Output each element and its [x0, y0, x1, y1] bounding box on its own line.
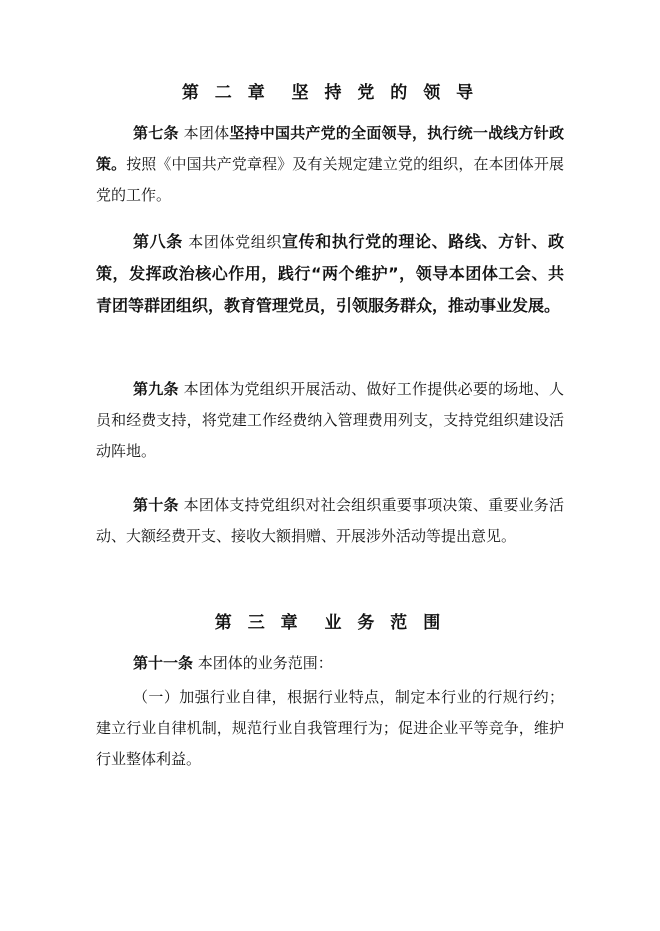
chapter-3-heading: 第 三 章 业 务 范 围 — [214, 613, 446, 633]
article-8 — [96, 226, 564, 322]
article-7-label: 第七条 — [133, 124, 179, 142]
article-8-label: 第八条 — [133, 232, 183, 251]
article-8-emphasis: 宣传和执行党的理论、路线、方针、政策，发挥政治核心作用，践行“两个维护”，领导本团体工会、共青团等群团组织，教育管理党员，引领服务群众，推动事业发展。 — [96, 232, 564, 315]
article-11-text: 本团体的业务范围： — [193, 654, 333, 672]
article-8-lead: 本团体党组织 — [182, 233, 283, 251]
article-10-text: 本团体支持党组织对社会组织重要事项决策、重要业务活动、大额经费开支、接收大额捐赠、开展涉外活动等提出意见。 — [96, 496, 564, 545]
article-7 — [96, 118, 564, 211]
article-10 — [96, 490, 564, 552]
article-9-text: 本团体为党组织开展活动、做好工作提供必要的场地、人员和经费支持，将党建工作经费纳入管理费用列支，支持党组织建设活动阵地。 — [96, 380, 564, 460]
article-11-label: 第十一条 — [133, 654, 194, 672]
article-9 — [96, 374, 564, 467]
article-11-item-1-text: （一）加强行业自律，根据行业特点，制定本行业的行规行约；建立行业自律机制，规范行业自我管理行为；促进企业平等竞争，维护行业整体利益。 — [96, 688, 564, 768]
article-11-item-1 — [96, 682, 564, 775]
article-9-label: 第九条 — [133, 380, 179, 398]
article-10-label: 第十条 — [133, 496, 179, 514]
chapter-2-heading: 第 二 章 坚 持 党 的 领 导 — [181, 83, 479, 103]
article-11 — [96, 648, 564, 679]
article-7-rest: 按照《中国共产党章程》及有关规定建立党的组织，在本团体开展党的工作。 — [96, 155, 564, 204]
article-7-emphasis: 坚持中国共产党的全面领导，执行统一战线方针政策。 — [96, 124, 564, 173]
article-7-lead: 本团体 — [178, 124, 230, 142]
